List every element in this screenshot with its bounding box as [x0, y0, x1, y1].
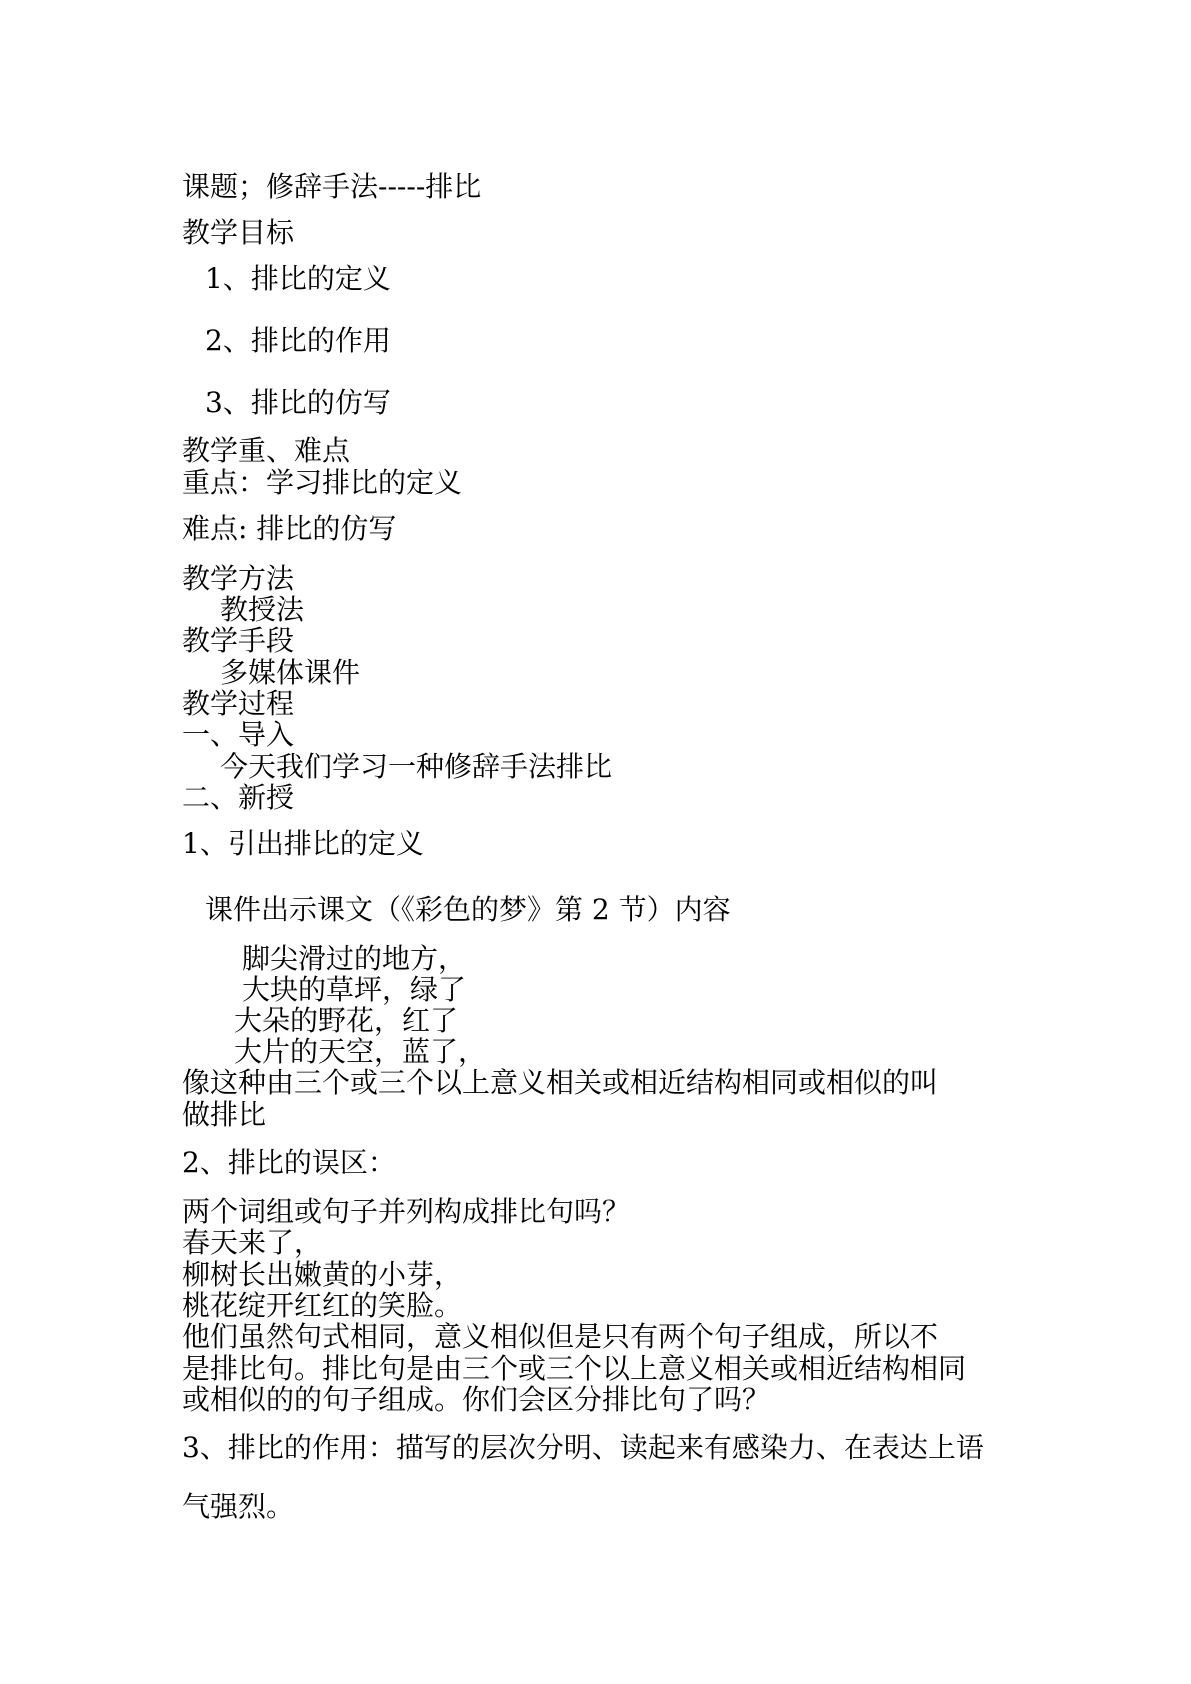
- method-text: 教授法: [220, 593, 305, 626]
- explanation-line-1: 他们虽然句式相同，意义相似但是只有两个句子组成，所以不: [182, 1320, 939, 1353]
- key-point-text: 重点：学习排比的定义: [182, 466, 463, 499]
- poem-line-2: 大块的草坪，绿了: [242, 973, 467, 1006]
- poem-line-3: 大朵的野花，红了: [234, 1004, 459, 1037]
- heading-teaching-goals: 教学目标: [182, 216, 295, 249]
- difficulty-text: 难点: 排比的仿写: [182, 512, 397, 545]
- heading-key-points: 教学重、难点: [182, 434, 351, 467]
- means-text: 多媒体课件: [220, 656, 361, 689]
- courseware-text: 课件出示课文（《彩色的梦》第 2 节）内容: [205, 893, 731, 926]
- subsection-misconception-heading: 2、排比的误区：: [182, 1146, 396, 1179]
- example-line-1: 春天来了，: [182, 1226, 323, 1259]
- example-line-2: 柳树长出嫩黄的小芽，: [182, 1258, 463, 1291]
- section-new-lesson-heading: 二、新授: [182, 781, 295, 814]
- goal-item-1: 1、排比的定义: [205, 262, 391, 295]
- example-line-3: 桃花绽开红红的笑脸。: [182, 1289, 463, 1322]
- goal-item-2: 2、排比的作用: [205, 324, 391, 357]
- poem-line-1: 脚尖滑过的地方，: [242, 942, 467, 975]
- heading-teaching-means: 教学手段: [182, 624, 295, 657]
- subsection-definition-heading: 1、引出排比的定义: [182, 827, 424, 860]
- definition-line-1: 像这种由三个或三个以上意义相关或相近结构相同或相似的叫: [182, 1066, 939, 1099]
- intro-text: 今天我们学习一种修辞手法排比: [220, 750, 613, 783]
- function-line-2: 气强烈。: [182, 1490, 295, 1523]
- heading-teaching-process: 教学过程: [182, 687, 295, 720]
- section-intro-heading: 一、导入: [182, 718, 295, 751]
- explanation-line-2: 是排比句。排比句是由三个或三个以上意义相关或相近结构相同: [182, 1352, 967, 1385]
- definition-line-2: 做排比: [182, 1098, 267, 1131]
- explanation-line-3: 或相似的的句子组成。你们会区分排比句了吗？: [182, 1383, 771, 1416]
- goal-item-3: 3、排比的仿写: [205, 386, 391, 419]
- lesson-title: 课题；修辞手法-----排比: [182, 170, 482, 203]
- misconception-question: 两个词组或句子并列构成排比句吗？: [182, 1195, 631, 1228]
- function-line-1: 3、排比的作用：描写的层次分明、读起来有感染力、在表达上语: [182, 1431, 984, 1464]
- heading-teaching-method: 教学方法: [182, 562, 295, 595]
- poem-line-4: 大片的天空，蓝了，: [234, 1035, 487, 1068]
